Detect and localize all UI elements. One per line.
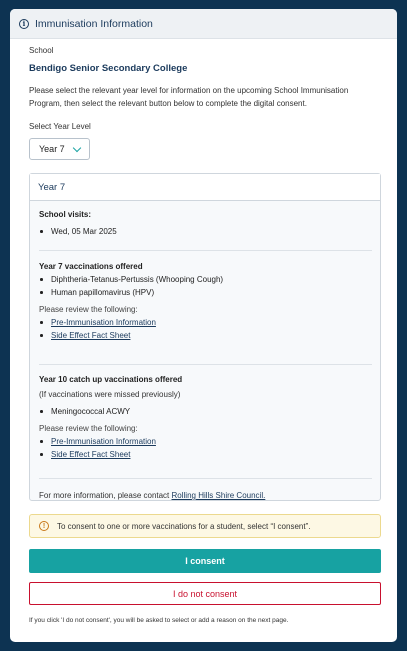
chevron-down-icon [73,144,81,152]
visit-date: Wed, 05 Mar 2025 [39,225,371,238]
divider [39,250,372,251]
footnote: If you click 'I do not consent', you will be asked to select or add a reason on the next page. [29,617,289,624]
vaccine-item: Meningococcal ACWY [39,405,371,418]
year-level-value: Year 7 [39,144,65,154]
year10-section [39,375,371,461]
year10-note: (If vaccinations were missed previously) [39,390,181,399]
card-header [10,9,397,39]
side-effect-link[interactable]: Side Effect Fact Sheet [51,450,131,459]
notice-text: To consent to one or more vaccinations for a student, select “I consent”. [57,521,311,531]
side-effect-link[interactable]: Side Effect Fact Sheet [51,331,131,340]
immunisation-card [10,9,397,642]
council-link[interactable]: Rolling Hills Shire Council. [171,491,266,500]
school-label: School [29,46,54,55]
divider [39,478,372,479]
school-visits-title: School visits: [39,210,92,219]
no-consent-button[interactable]: I do not consent [29,582,381,605]
year-level-select[interactable] [29,138,90,160]
vaccine-item: Diphtheria-Tetanus-Pertussis (Whooping Cough) [39,273,371,286]
link-item [39,329,371,342]
consent-notice [29,514,381,538]
year7-title: Year 7 vaccinations offered [39,262,143,271]
alert-icon: ! [39,521,49,531]
info-icon: i [19,19,29,29]
header-title: Immunisation Information [35,17,153,30]
panel-title: Year 7 [30,174,380,201]
vaccine-item: Human papillomavirus (HPV) [39,286,371,299]
year7-section [39,262,371,342]
pre-immunisation-link[interactable]: Pre-Immunisation Information [51,318,156,327]
school-name: Bendigo Senior Secondary College [29,63,188,74]
year-select-label: Select Year Level [29,122,91,131]
review-text: Please review the following: [39,424,138,433]
link-item [39,435,371,448]
school-visits-section [39,210,371,238]
pre-immunisation-link[interactable]: Pre-Immunisation Information [51,437,156,446]
divider [39,364,372,365]
contact-prefix: For more information, please contact [39,491,172,500]
year-panel [29,173,381,501]
consent-button[interactable]: I consent [29,549,381,573]
intro-text: Please select the relevant year level for information on the upcoming School Immunisation Program, then select the relevant button below to complete the digital consent. [29,86,349,108]
review-text: Please review the following: [39,305,138,314]
contact-text [39,489,371,502]
link-item [39,316,371,329]
link-item [39,448,371,461]
year10-title: Year 10 catch up vaccinations offered [39,375,183,384]
